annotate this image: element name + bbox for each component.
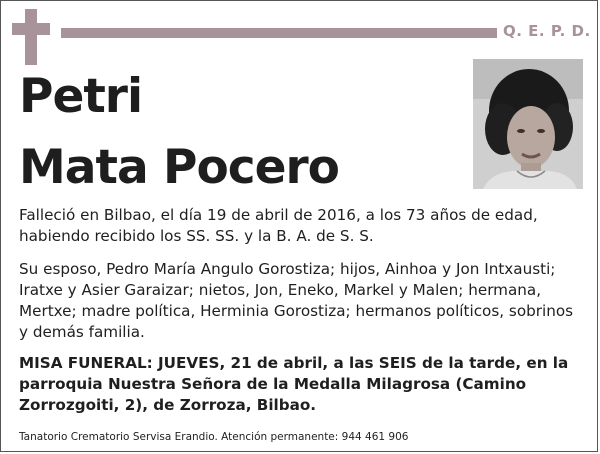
cross-icon (25, 9, 37, 65)
footer-contact: Tanatorio Crematorio Servisa Erandio. Atención permanente: 944 461 906 (19, 431, 409, 443)
qepd-label: Q. E. P. D. (503, 22, 591, 40)
deceased-last-names: Mata Pocero (19, 140, 339, 195)
cross-icon-bar (12, 23, 50, 35)
funeral-paragraph: MISA FUNERAL: JUEVES, 21 de abril, a las SEIS de la tarde, en la parroquia Nuestra Señora de la Medalla Milagrosa (Camino Zorrozgoiti, 2), de Zorroza, Bilbao. (19, 354, 569, 414)
family-paragraph: Su esposo, Pedro María Angulo Gorostiza; hijos, Ainhoa y Jon Intxausti; Iratxe y Asier Garaizar; nietos, Jon, Eneko, Markel y Malen; hermana, Mertxe; madre política, Herminia Gorostiza; hermanos políticos, sobrinos y demás familia. (19, 260, 574, 341)
portrait-photo (473, 59, 583, 189)
death-info-paragraph: Falleció en Bilbao, el día 19 de abril de 2016, a los 73 años de edad, habiendo recibido los SS. SS. y la B. A. de S. S. (19, 206, 538, 245)
deceased-first-name: Petri (19, 69, 143, 124)
header-rule (61, 28, 497, 38)
